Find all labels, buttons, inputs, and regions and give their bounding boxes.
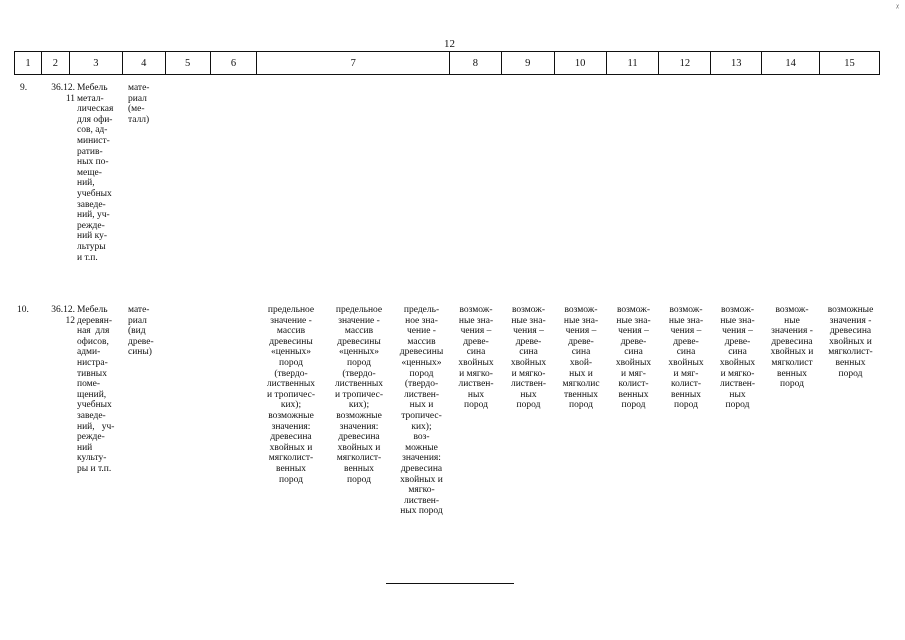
column-header-1: 1	[15, 52, 42, 74]
row-10-cell-c: предель- ное зна- чение - массив древесины «ценных» пород (твердо- листвен- ных и тропичес- ких); воз- можные значения: древесина хвойных и мягко- листвен- ных пород	[399, 305, 444, 517]
column-header-6: 6	[211, 52, 258, 74]
column-header-12: 12	[659, 52, 711, 74]
column-header-5: 5	[166, 52, 211, 74]
column-header-2: 2	[42, 52, 70, 74]
row-10-name: Мебель деревян- ная для офисов, адми- нистра- тивных поме- щений, учебных заведе- ний, уч- режде- ний культу- ры и т.п.	[77, 305, 115, 474]
row-10-cell-j: возмож- ные значения - древесина хвойных и мягколист венных пород	[770, 305, 814, 390]
page-number: 12	[444, 38, 455, 50]
column-header-15: 15	[844, 57, 855, 69]
row-9-material: мате- риал (ме- талл)	[128, 83, 150, 125]
row-10-cell-e: возмож- ные зна- чения – древе- сина хвойных и мягко- листвен- ных пород	[510, 305, 547, 411]
row-10-cell-g: возмож- ные зна- чения – древе- сина хвойных и мяг- колист- венных пород	[615, 305, 652, 411]
row-9-name: Мебель метал- лическая для офи- сов, ад- минист- ратив- ных по- меще- ний, учебных заведе- ний, уч- режде- ний ку- льтуры и т.п.	[77, 83, 114, 263]
row-9-code: 36.12. 11	[51, 83, 75, 104]
row-10-cell-d: возмож- ные зна- чения – древе- сина хвойных и мягко- листвен- ных пород	[458, 305, 494, 411]
row-10-cell-h: возмож- ные зна- чения – древе- сина хвойных и мяг- колист- венных пород	[668, 305, 704, 411]
column-header-3: 3	[70, 52, 123, 74]
scan-mark: ᵡ	[896, 2, 899, 13]
column-header-4: 4	[123, 52, 166, 74]
row-10-cell-k: возможные значения - древесина хвойных и мягколист- венных пород	[827, 305, 874, 379]
column-header-row	[14, 51, 880, 75]
row-10-cell-i: возмож- ные зна- чения – древе- сина хвойных и мягко- листвен- ных пород	[719, 305, 756, 411]
column-header-8: 8	[450, 52, 502, 74]
column-header-9: 9	[502, 52, 555, 74]
row-10-material: мате- риал (вид древе- сины)	[128, 305, 154, 358]
column-header-14: 14	[762, 52, 820, 74]
column-header-10: 10	[555, 52, 607, 74]
row-9-number: 9.	[20, 83, 28, 93]
row-10-code: 36.12. 12	[51, 305, 75, 326]
row-10-number: 10.	[17, 305, 29, 315]
column-header-13: 13	[711, 52, 762, 74]
footnote-separator	[386, 583, 514, 584]
row-10-cell-a: предельное значение - массив древесины «ценных» пород (твердо- лиственных и тропичес- ких); возможные значения: древесина хвойных и мягколист- венных пород	[266, 305, 316, 485]
row-10-cell-b: предельное значение - массив древесины «ценных» пород (твердо- лиственных и тропичес- ких); возможные значения: древесина хвойных и мягколист- венных пород	[334, 305, 384, 485]
column-header-11: 11	[607, 52, 660, 74]
column-header-7: 7	[257, 52, 450, 74]
row-10-cell-f: возмож- ные зна- чения – древе- сина хвой- ных и мягколис твенных пород	[562, 305, 600, 411]
